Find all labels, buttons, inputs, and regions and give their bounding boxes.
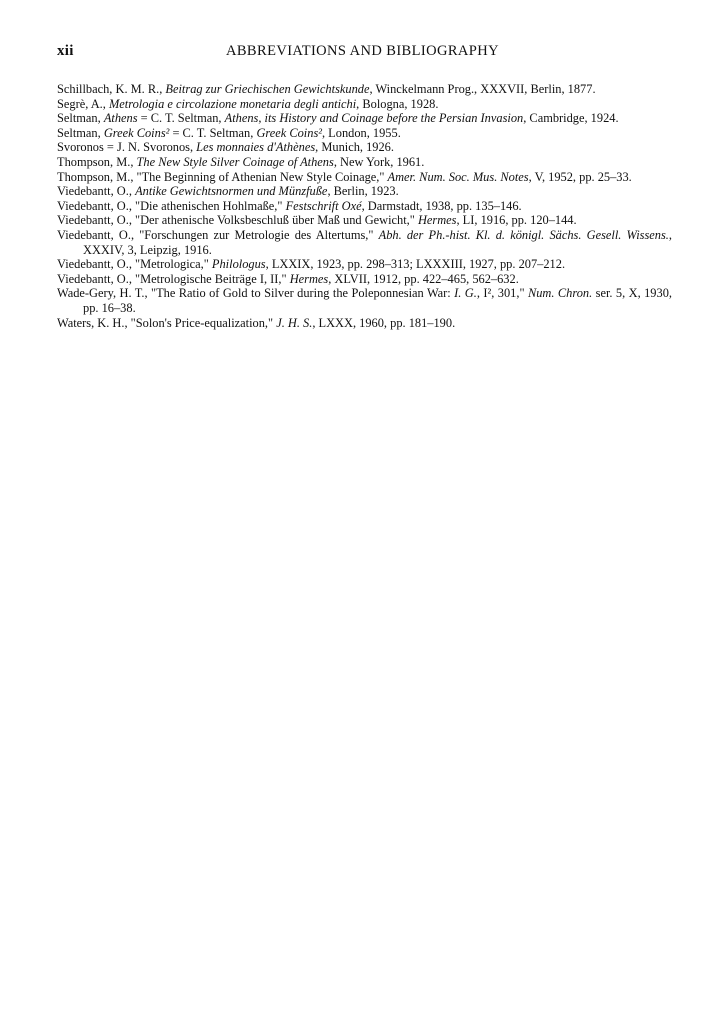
- italic-title-run: Athens, its History and Coinage before the Persian Invasion: [224, 111, 524, 126]
- bibliography-entry: [57, 170, 672, 185]
- text-run: Viedebantt, O., "Der athenische Volksbeschluß über Maß und Gewicht,": [57, 213, 418, 228]
- text-run: Svoronos = J. N. Svoronos,: [57, 140, 197, 155]
- text-run: , LXXIX, 1923, pp. 298–313; LXXXIII, 1927, pp. 207–212.: [265, 257, 566, 272]
- italic-title-run: The New Style Silver Coinage of Athens: [136, 154, 334, 169]
- bibliography-entry: [57, 184, 672, 199]
- italic-title-run: Festschrift Oxé: [285, 198, 362, 213]
- bibliography-entry: [57, 126, 672, 141]
- text-run: , New York, 1961.: [333, 154, 425, 169]
- italic-title-run: Antike Gewichtsnormen und Münzfuße: [135, 184, 328, 199]
- text-run: , V, 1952, pp. 25–33.: [528, 169, 632, 184]
- text-run: , LI, 1916, pp. 120–144.: [456, 213, 577, 228]
- text-run: , Darmstadt, 1938, pp. 135–146.: [361, 198, 522, 213]
- text-run: Waters, K. H., "Solon's Price-equalization,": [57, 315, 277, 330]
- italic-title-run: Beitrag zur Griechischen Gewichtskunde: [165, 82, 370, 96]
- bibliography-entry: [57, 286, 672, 315]
- text-run: Viedebantt, O., "Forschungen zur Metrologie des Altertums,": [57, 227, 379, 242]
- text-run: Seltman,: [57, 111, 104, 126]
- text-run: Thompson, M.,: [57, 154, 137, 169]
- bibliography-entry: [57, 97, 672, 112]
- italic-title-run: Philologus: [211, 257, 266, 272]
- bibliography-entry: [57, 316, 672, 331]
- italic-title-run: Greek Coins²: [256, 125, 322, 140]
- text-run: Segrè, A.,: [57, 96, 109, 111]
- text-run: Viedebantt, O., "Metrologica,": [57, 257, 212, 272]
- text-run: Viedebantt, O., "Die athenischen Hohlmaße,": [57, 198, 286, 213]
- italic-title-run: Amer. Num. Soc. Mus. Notes: [387, 169, 529, 184]
- text-run: Seltman,: [57, 125, 104, 140]
- bibliography-entry: [57, 272, 672, 287]
- bibliography-entry: [57, 140, 672, 155]
- text-run: , XXXIV, 3, Leipzig, 1916.: [83, 227, 673, 257]
- bibliography-entry: [57, 199, 672, 214]
- text-run: , Winckelmann Prog., XXXVII, Berlin, 1877.: [369, 82, 596, 96]
- page-title: ABBREVIATIONS AND BIBLIOGRAPHY: [225, 43, 499, 59]
- text-run: , Cambridge, 1924.: [523, 111, 619, 126]
- italic-title-run: J. H. S.: [276, 315, 313, 330]
- text-run: , XLVII, 1912, pp. 422–465, 562–632.: [328, 271, 519, 286]
- text-run: , Munich, 1926.: [315, 140, 394, 155]
- text-run: , Bologna, 1928.: [356, 96, 439, 111]
- text-run: Thompson, M., "The Beginning of Athenian New Style Coinage,": [57, 169, 388, 184]
- bibliography-entry: [57, 257, 672, 272]
- bibliography-list: [57, 82, 672, 330]
- page-number: xii: [57, 43, 74, 59]
- italic-title-run: Athens: [103, 111, 138, 126]
- running-head: [57, 43, 668, 65]
- text-run: , Berlin, 1923.: [327, 184, 399, 199]
- italic-title-run: Metrologia e circolazione monetaria degli antichi: [108, 96, 357, 111]
- italic-title-run: Les monnaies d'Athènes: [196, 140, 316, 155]
- italic-title-run: I. G.: [454, 286, 477, 301]
- italic-title-run: Greek Coins²: [103, 125, 170, 140]
- text-run: , London, 1955.: [321, 125, 401, 140]
- text-run: , I², 301,": [476, 286, 528, 301]
- italic-title-run: Num. Chron.: [527, 286, 593, 301]
- text-run: , LXXX, 1960, pp. 181–190.: [312, 315, 456, 330]
- bibliography-entry: [57, 111, 672, 126]
- text-run: Schillbach, K. M. R.,: [57, 82, 166, 96]
- text-run: Wade-Gery, H. T., "The Ratio of Gold to Silver during the Poleponnesian War:: [57, 286, 455, 301]
- bibliography-entry: [57, 82, 672, 97]
- text-run: Viedebantt, O., "Metrologische Beiträge I, II,": [57, 271, 290, 286]
- italic-title-run: Hermes: [417, 213, 457, 228]
- text-run: = C. T. Seltman,: [169, 125, 257, 140]
- italic-title-run: Abh. der Ph.-hist. Kl. d. königl. Sächs. Gesell. Wissens.: [378, 227, 669, 242]
- text-run: ser. 5, X, 1930, pp. 16–38.: [83, 286, 672, 315]
- bibliography-entry: [57, 155, 672, 170]
- text-run: = C. T. Seltman,: [137, 111, 225, 126]
- italic-title-run: Hermes: [289, 271, 329, 286]
- bibliography-entry: [57, 213, 672, 228]
- text-run: Viedebantt, O.,: [57, 184, 136, 199]
- bibliography-entry: [57, 228, 672, 257]
